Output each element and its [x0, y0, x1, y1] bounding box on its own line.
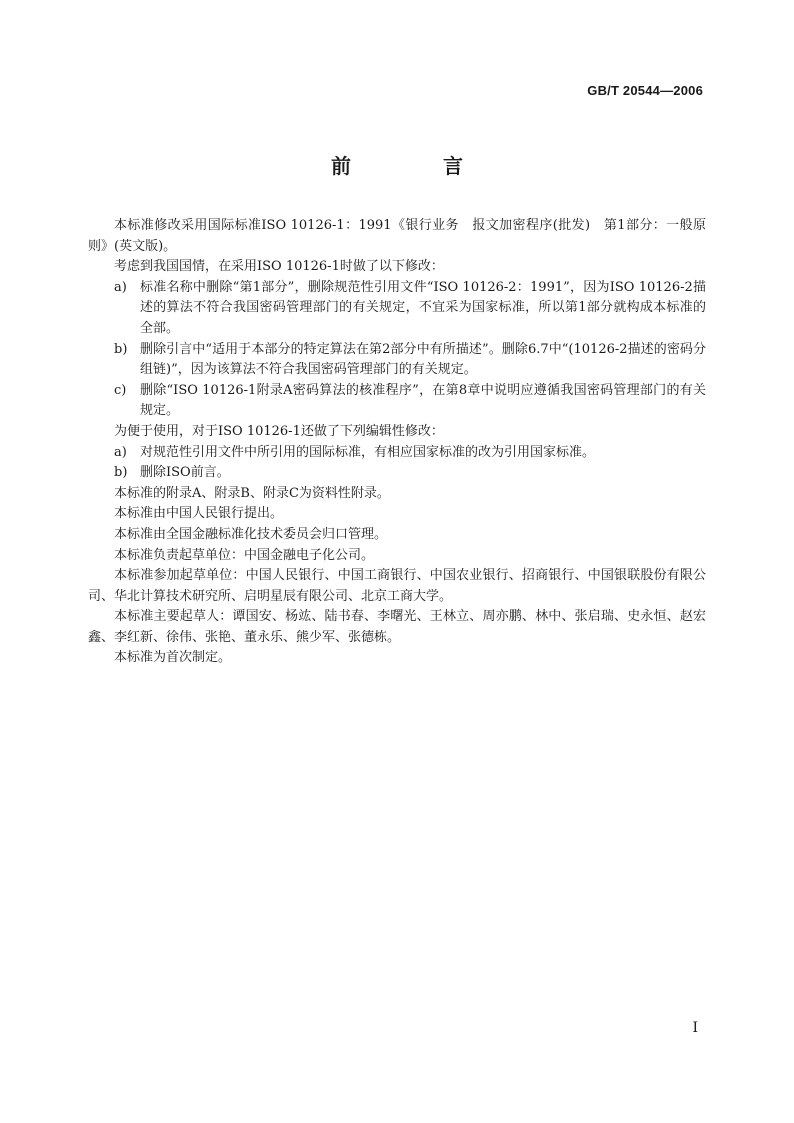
paragraph: 本标准由中国人民银行提出。 [114, 506, 284, 522]
list-marker: c) [114, 382, 127, 398]
paragraph: 为便于使用，对于ISO 10126-1还做了下列编辑性修改： [114, 423, 444, 439]
list-item-text: 对规范性引用文件中所引用的国际标准，有相应国家标准的改为引用国家标准。 [140, 444, 596, 460]
paragraph: 本标准负责起草单位：中国金融电子化公司。 [114, 547, 375, 563]
list-item [88, 463, 706, 484]
list-marker: b) [114, 341, 128, 357]
paragraph: 本标准由全国金融标准化技术委员会归口管理。 [114, 526, 388, 542]
list-item-text: 标准名称中删除“第1部分”，删除规范性引用文件“ISO 10126-2：1991”，因为ISO 10126-2描述的算法不符合我国密码管理部门的有关规定，不宜采为国家标准，所以第1部分就构成本标准的全部。 [140, 279, 706, 336]
list-item-text: 删除ISO前言。 [140, 465, 230, 481]
paragraph: 本标准参加起草单位：中国人民银行、中国工商银行、中国农业银行、招商银行、中国银联股份有限公司、华北计算技术研究所、启明星辰有限公司、北京工商大学。 [88, 568, 706, 604]
paragraph: 考虑到我国国情，在采用ISO 10126-1时做了以下修改： [114, 259, 444, 275]
list-item [88, 443, 706, 464]
page-title: 前 言 [331, 154, 499, 178]
list-item-text: 删除引言中“适用于本部分的特定算法在第2部分中有所描述”。删除6.7中“(10126-2描述的密码分组链)”，因为该算法不符合我国密码管理部门的有关规定。 [140, 341, 706, 378]
paragraph: 本标准修改采用国际标准ISO 10126-1：1991《银行业务 报文加密程序(批发) 第1部分：一般原则》(英文版)。 [88, 218, 706, 254]
list-marker: a) [114, 444, 127, 460]
paragraph: 本标准为首次制定。 [114, 650, 232, 666]
list-marker: a) [114, 279, 127, 295]
list-item-text: 删除“ISO 10126-1附录A密码算法的核准程序”，在第8章中说明应遵循我国密码管理部门的有关规定。 [140, 382, 706, 419]
list-item [88, 381, 706, 422]
document-body [88, 216, 706, 669]
page-number: I [692, 1020, 698, 1036]
paragraph: 本标准主要起草人：谭国安、杨竑、陆书春、李曙光、王林立、周亦鹏、林中、张启瑞、史永恒、赵宏鑫、李红新、徐伟、张艳、董永乐、熊少军、张德栋。 [88, 609, 706, 645]
list-item [88, 278, 706, 340]
paragraph: 本标准的附录A、附录B、附录C为资料性附录。 [114, 485, 390, 501]
list-marker: b) [114, 465, 128, 481]
standard-code: GB/T 20544—2006 [587, 83, 703, 98]
list-item [88, 340, 706, 381]
